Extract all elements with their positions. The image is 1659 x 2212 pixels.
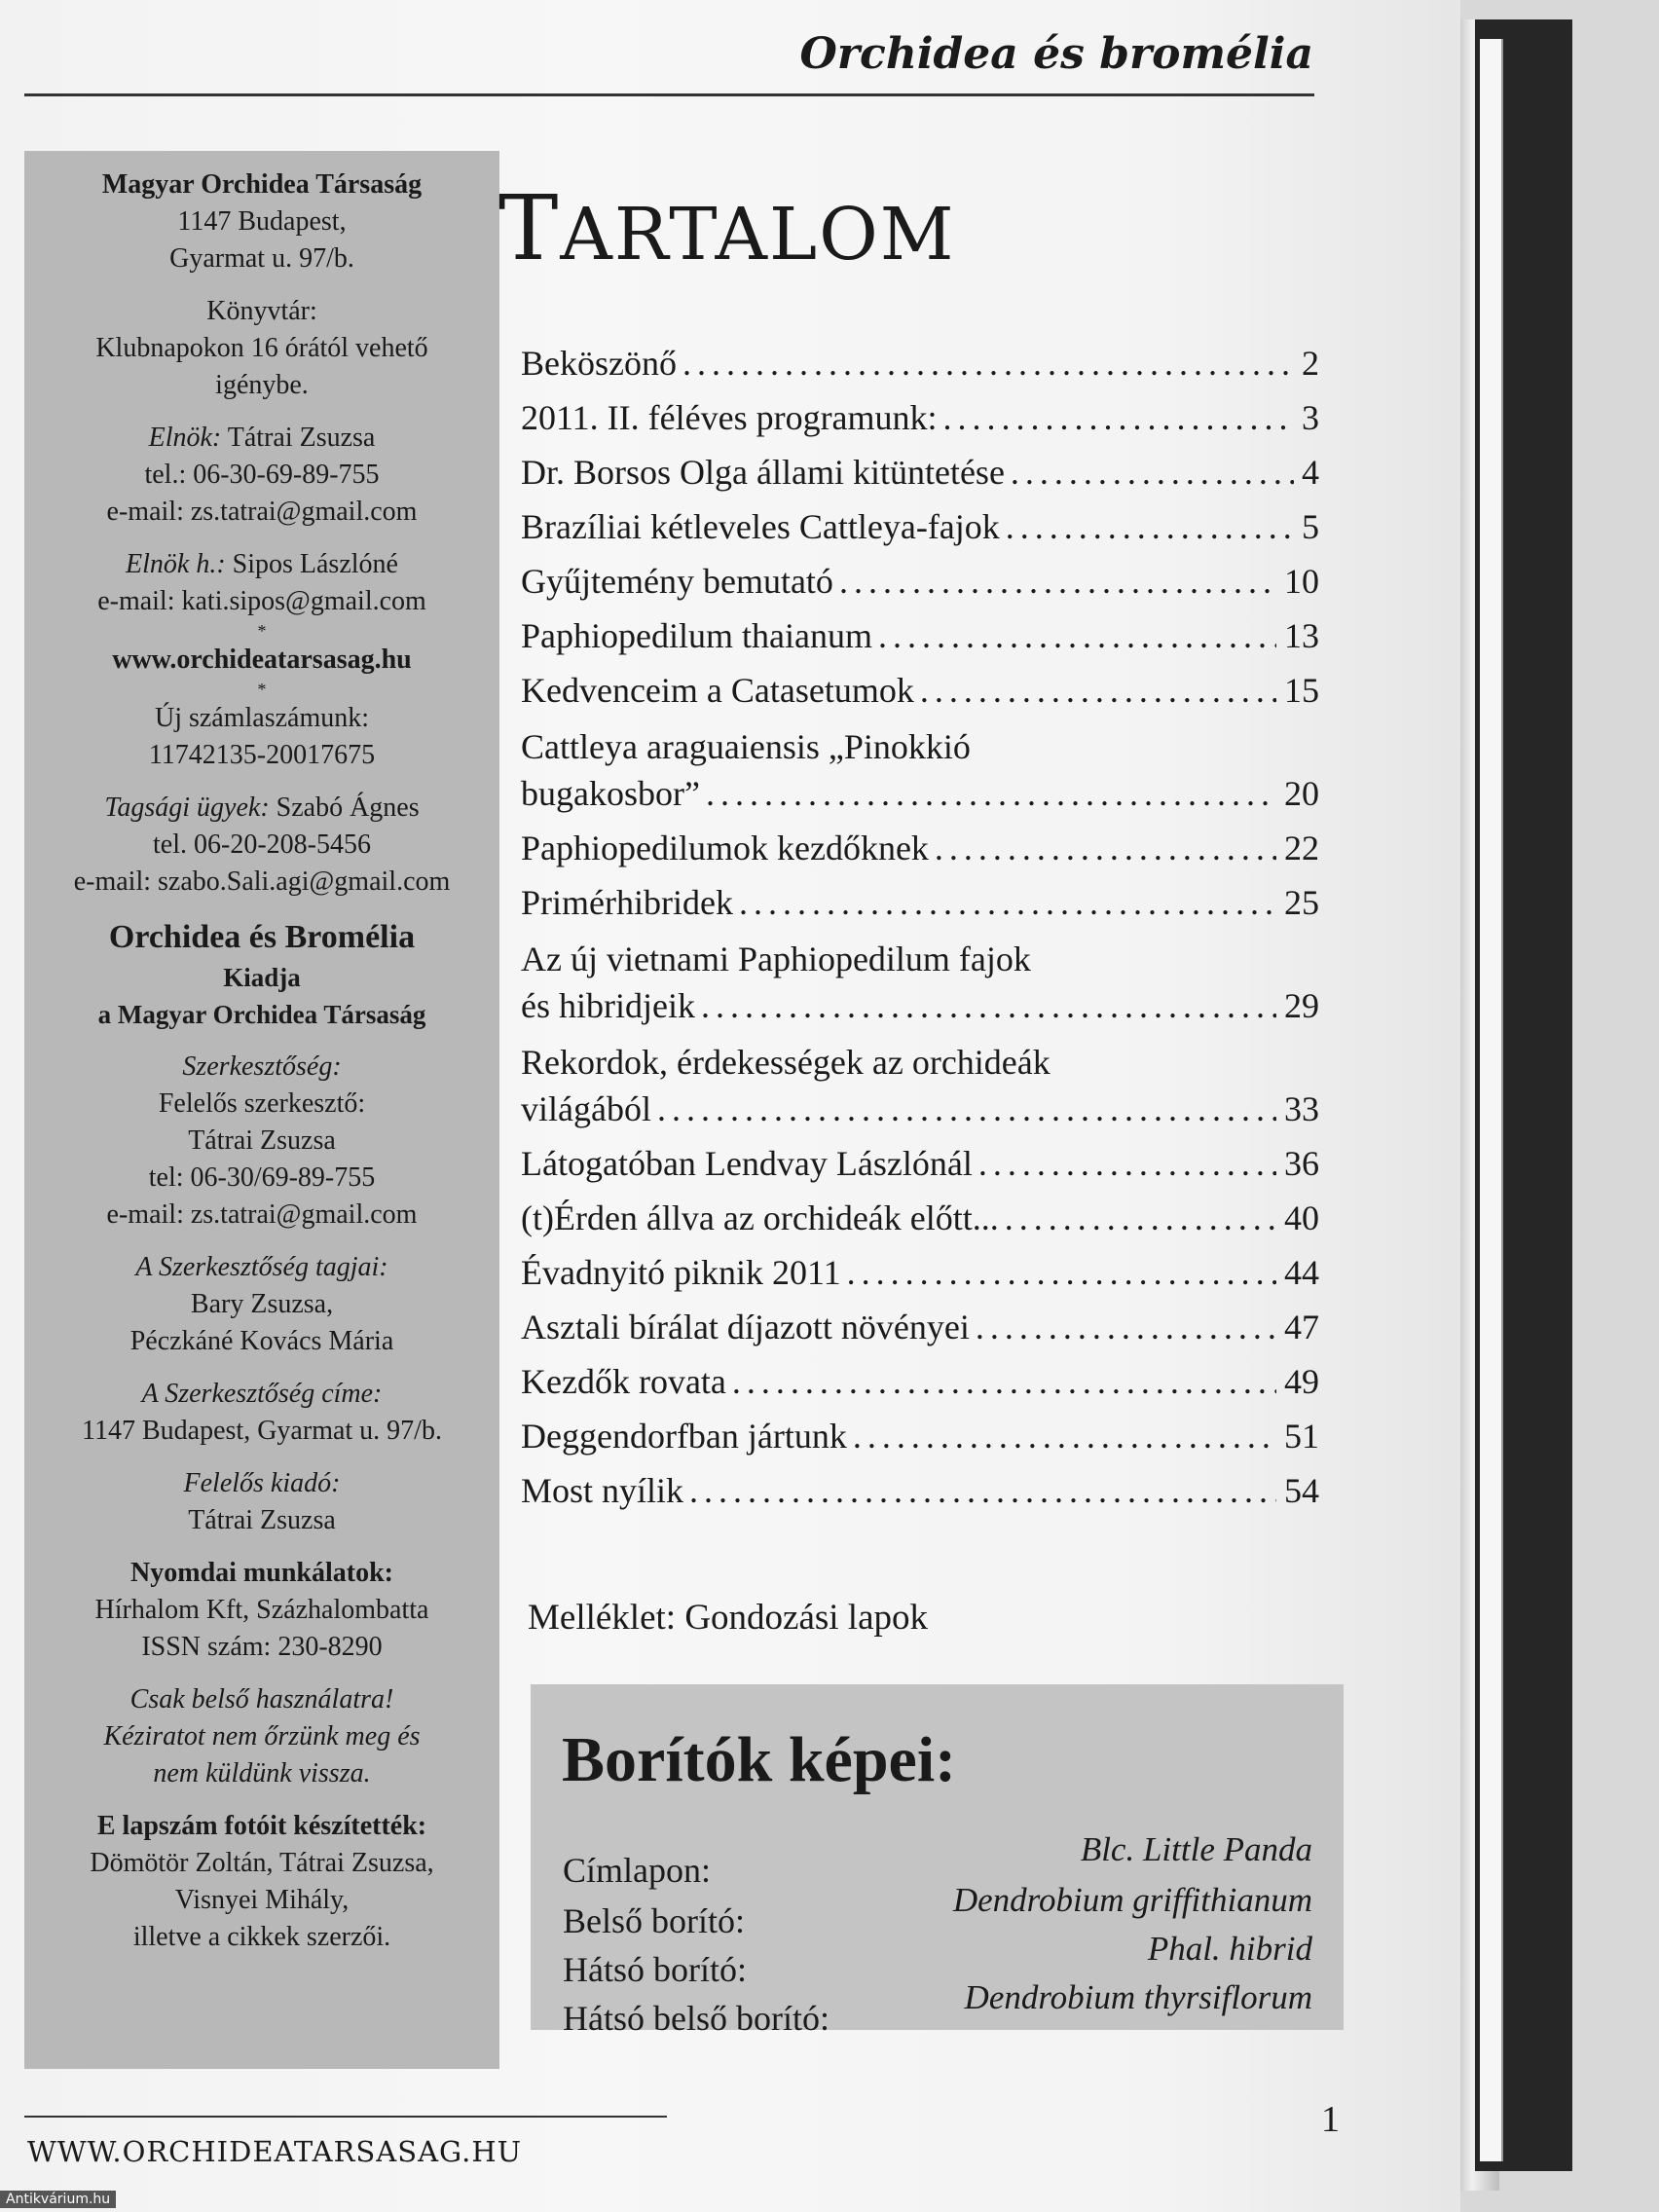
members-label: A Szerkesztőség tagjai:	[135, 1252, 388, 1282]
toc-line	[521, 1141, 1319, 1186]
account-info	[24, 700, 499, 774]
publisher-line: Kiadja	[223, 963, 301, 992]
account-label: Új számlaszámunk:	[154, 703, 370, 733]
issn-text: ISSN szám: 230-8290	[141, 1632, 383, 1662]
toc-entry	[521, 935, 1319, 1028]
toc-line	[521, 559, 1319, 604]
toc-leader-dots	[739, 880, 1276, 925]
president-info	[24, 420, 499, 531]
toc-entry	[521, 559, 1319, 604]
toc-entry-title-line: Rekordok, érdekességek az orchideák	[521, 1043, 1051, 1082]
running-header: Orchidea és bromélia	[799, 29, 1313, 79]
toc-line	[521, 450, 1319, 495]
toc-leader-dots	[732, 1359, 1276, 1404]
toc-title: Évadnyitó piknik 2011	[521, 1253, 841, 1292]
toc-entry	[521, 341, 1319, 386]
toc-title: Kedvenceim a Catasetumok	[521, 671, 914, 710]
toc-leader-dots	[689, 1468, 1276, 1513]
cover-value: Dendrobium griffithianum	[952, 1881, 1312, 1919]
toc-entry	[521, 1250, 1319, 1295]
toc-line	[521, 1196, 1319, 1240]
vice-president-info	[24, 546, 499, 620]
internal-note	[24, 1681, 499, 1792]
title-initial: T	[498, 176, 561, 280]
toc-title: Kezdők rovata	[521, 1362, 726, 1401]
editor-email: e-mail: zs.tatrai@gmail.com	[106, 1199, 418, 1230]
toc-page-number: 36	[1284, 1144, 1319, 1183]
toc-leader-dots	[706, 771, 1276, 816]
toc-title: Gyűjtemény bemutató	[521, 562, 833, 601]
photo-credits	[24, 1808, 499, 1956]
footer-rule	[24, 2116, 667, 2118]
office-label: A Szerkesztőség címe:	[141, 1379, 383, 1409]
cover-label: Belső borító:	[563, 1901, 745, 1940]
editor-role: Felelős szerkesztő:	[158, 1088, 366, 1119]
toc-entry	[521, 1038, 1319, 1131]
toc-leader-dots	[839, 559, 1276, 604]
toc-page-number: 29	[1284, 986, 1319, 1025]
editorial-members	[24, 1249, 499, 1360]
org-name: Magyar Orchidea Társaság	[101, 169, 423, 200]
toc-line	[521, 1359, 1319, 1404]
toc-leader-dots	[976, 1305, 1276, 1349]
toc-title: Paphiopedilumok kezdőknek	[521, 829, 929, 867]
toc-line	[521, 1305, 1319, 1349]
editor-tel: tel: 06-30/69-89-755	[148, 1162, 376, 1193]
toc-title: 2011. II. féléves programunk:	[521, 398, 938, 437]
toc-page-number: 20	[1284, 774, 1319, 813]
toc-leader-dots	[935, 826, 1276, 870]
office-address: 1147 Budapest, Gyarmat u. 97/b.	[82, 1416, 442, 1446]
toc-page-number: 4	[1302, 453, 1319, 492]
toc-line	[521, 1250, 1319, 1295]
toc-page-number: 44	[1284, 1253, 1319, 1292]
toc-page-number: 2	[1302, 344, 1319, 383]
toc-title: világából	[521, 1089, 651, 1128]
toc-title: Deggendorfban jártunk	[521, 1417, 847, 1456]
cover-row	[563, 1978, 1312, 2038]
toc-line	[521, 613, 1319, 658]
note-line: Csak belső használatra!	[129, 1684, 394, 1714]
toc-page-number: 49	[1284, 1362, 1319, 1401]
separator-star: *	[257, 680, 267, 699]
editorial-info	[24, 1049, 499, 1234]
cover-value: Dendrobium thyrsiflorum	[964, 1978, 1312, 2016]
office-info	[24, 1376, 499, 1450]
toc-entry-title-line: Cattleya araguaiensis „Pinokkió	[521, 727, 971, 766]
photos-name: illetve a cikkek szerzői.	[132, 1922, 391, 1952]
president-tel: tel.: 06-30-69-89-755	[144, 460, 380, 490]
title-rest: ARTALOM	[560, 193, 956, 276]
toc-entry	[521, 1196, 1319, 1240]
membership-info	[24, 790, 499, 901]
toc-line	[521, 880, 1319, 925]
note-line: Kéziratot nem őrzünk meg és	[103, 1721, 421, 1751]
toc-page-number: 25	[1284, 883, 1319, 922]
covers-title: Borítók képei:	[562, 1724, 957, 1795]
supplement-note: Melléklet: Gondozási lapok	[528, 1598, 929, 1638]
printing-company: Hírhalom Kft, Százhalombatta	[94, 1595, 429, 1625]
toc-title: és hibridjeik	[521, 986, 695, 1025]
photos-label: E lapszám fotóit készítették:	[96, 1811, 427, 1841]
toc-entry	[521, 1468, 1319, 1513]
toc-line	[521, 668, 1319, 713]
toc-title: Dr. Borsos Olga állami kitüntetése	[521, 453, 1005, 492]
library-text: igénybe.	[215, 370, 309, 400]
toc-leader-dots	[1006, 504, 1294, 549]
website-text: www.orchideatarsasag.hu	[112, 645, 412, 675]
toc-title: Brazíliai kétleveles Cattleya-fajok	[521, 507, 1000, 546]
president-label: Elnök:	[148, 423, 222, 453]
toc-title: Paphiopedilum thaianum	[521, 616, 872, 655]
header-rule	[24, 93, 1314, 96]
member-name: Péczkáné Kovács Mária	[129, 1326, 394, 1356]
toc-line	[521, 395, 1319, 440]
toc-leader-dots	[878, 613, 1276, 658]
library-label: Könyvtár:	[206, 296, 317, 326]
membership-label: Tagsági ügyek:	[104, 793, 270, 823]
toc-page-number: 3	[1302, 398, 1319, 437]
editor-name: Tátrai Zsuzsa	[188, 1125, 336, 1156]
watermark: Antikvárium.hu	[0, 2191, 116, 2208]
toc-leader-dots	[943, 395, 1294, 440]
toc-entry	[521, 504, 1319, 549]
cover-value: Phal. hibrid	[1147, 1930, 1312, 1968]
toc-entry	[521, 1305, 1319, 1349]
president-name: Tátrai Zsuzsa	[227, 423, 376, 453]
toc-page-number: 33	[1284, 1089, 1319, 1128]
toc-entry	[521, 1414, 1319, 1458]
toc-line	[521, 504, 1319, 549]
publisher-resp-label: Felelős kiadó:	[183, 1468, 341, 1498]
toc-page-number: 40	[1284, 1198, 1319, 1237]
org-address-line: Gyarmat u. 97/b.	[169, 243, 354, 274]
toc-entry	[521, 722, 1319, 816]
toc-leader-dots	[701, 983, 1276, 1028]
cover-images-box	[531, 1684, 1344, 2038]
vice-email: e-mail: kati.sipos@gmail.com	[97, 586, 426, 616]
toc-title: Asztali bírálat díjazott növényei	[521, 1308, 970, 1346]
magazine-info	[24, 916, 499, 1033]
toc-entry	[521, 613, 1319, 658]
toc-line	[521, 983, 1319, 1028]
toc-title: (t)Érden állva az orchideák előtt...	[521, 1198, 999, 1237]
page-number: 1	[1321, 2099, 1340, 2140]
toc-entry	[521, 668, 1319, 713]
toc-entry	[521, 450, 1319, 495]
toc-page-number: 54	[1284, 1471, 1319, 1510]
note-line: nem küldünk vissza.	[153, 1758, 371, 1788]
library-info	[24, 293, 499, 404]
toc-title: bugakosbor”	[521, 774, 700, 813]
toc-page-number: 22	[1284, 829, 1319, 867]
toc-leader-dots	[853, 1414, 1276, 1458]
photos-name: Visnyei Mihály,	[174, 1885, 350, 1915]
toc-leader-dots	[657, 1087, 1276, 1131]
toc-leader-dots	[847, 1250, 1276, 1295]
toc-line	[521, 826, 1319, 870]
president-email: e-mail: zs.tatrai@gmail.com	[106, 497, 418, 527]
toc-title: Most nyílik	[521, 1471, 684, 1510]
toc-line	[521, 771, 1319, 816]
toc-title: Beköszönő	[521, 344, 677, 383]
vice-label: Elnök h.:	[126, 549, 226, 579]
toc-page-number: 51	[1284, 1417, 1319, 1456]
toc-page-number: 5	[1302, 507, 1319, 546]
toc-leader-dots	[978, 1141, 1276, 1186]
masthead-sidebar	[24, 151, 499, 2069]
toc-entry	[521, 1141, 1319, 1186]
separator-star: *	[257, 621, 267, 641]
toc-entry	[521, 826, 1319, 870]
library-text: Klubnapokon 16 órától vehető	[95, 333, 428, 363]
cover-value: Blc. Little Panda	[1080, 1830, 1312, 1868]
toc-leader-dots	[920, 668, 1276, 713]
toc-leader-dots	[1011, 450, 1294, 495]
toc-line	[521, 1087, 1319, 1131]
toc-entry-title-line: Az új vietnami Paphiopedilum fajok	[521, 940, 1031, 978]
toc-page-number: 10	[1284, 562, 1319, 601]
toc-leader-dots	[1005, 1196, 1276, 1240]
org-info	[24, 151, 499, 277]
publisher-resp-info	[24, 1465, 499, 1539]
photos-name: Dömötör Zoltán, Tátrai Zsuzsa,	[90, 1848, 434, 1878]
page-edge	[1480, 39, 1503, 2161]
printing-label: Nyomdai munkálatok:	[130, 1558, 393, 1588]
toc-entry	[521, 395, 1319, 440]
member-name: Bary Zsuzsa,	[190, 1289, 334, 1319]
table-of-contents	[521, 341, 1319, 1523]
toc-line	[521, 1414, 1319, 1458]
toc-title: Látogatóban Lendvay Lászlónál	[521, 1144, 973, 1183]
org-address-line: 1147 Budapest,	[177, 206, 347, 237]
toc-title: Primérhibridek	[521, 883, 733, 922]
cover-label: Hátsó belső borító:	[563, 1999, 830, 2038]
toc-leader-dots	[682, 341, 1294, 386]
toc-page-number: 15	[1284, 671, 1319, 710]
publisher-resp-name: Tátrai Zsuzsa	[188, 1505, 336, 1535]
printing-info	[24, 1555, 499, 1666]
publisher-line: a Magyar Orchidea Társaság	[97, 1000, 426, 1029]
membership-tel: tel. 06-20-208-5456	[153, 830, 371, 860]
membership-email: e-mail: szabo.Sali.agi@gmail.com	[73, 866, 451, 897]
account-number: 11742135-20017675	[148, 740, 376, 770]
cover-label: Címlapon:	[563, 1851, 711, 1890]
magazine-name: Orchidea és Bromélia	[108, 919, 416, 955]
footer-url: WWW.ORCHIDEATARSASAG.HU	[27, 2135, 523, 2168]
toc-line	[521, 1468, 1319, 1513]
cover-label: Hátsó borító:	[563, 1950, 747, 1989]
toc-entry	[521, 880, 1319, 925]
toc-page-number: 47	[1284, 1308, 1319, 1346]
toc-line	[521, 341, 1319, 386]
membership-name: Szabó Ágnes	[276, 793, 420, 823]
toc-page-number: 13	[1284, 616, 1319, 655]
editorial-label: Szerkesztőség:	[182, 1051, 342, 1082]
page-title	[498, 176, 956, 283]
vice-name: Sipos Lászlóné	[232, 549, 398, 579]
toc-entry	[521, 1359, 1319, 1404]
